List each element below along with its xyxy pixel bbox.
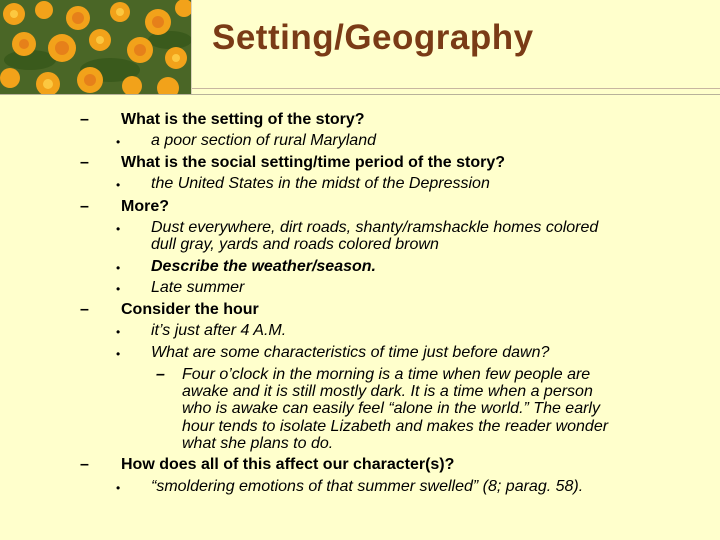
answer-dawn-line-2: awake and it is still mostly dark. It is a time when a person bbox=[182, 383, 593, 400]
dash-marker: – bbox=[80, 301, 89, 318]
answer-dust-line-1: Dust everywhere, dirt roads, shanty/ramshackle homes colored bbox=[151, 219, 599, 236]
question-consider-hour: Consider the hour bbox=[121, 301, 259, 318]
dash-marker: – bbox=[80, 198, 89, 215]
bullet-marker: • bbox=[116, 481, 121, 495]
answer-social-setting: the United States in the midst of the Depression bbox=[151, 175, 490, 192]
answer-dawn-line-3: who is awake can easily feel “alone in the world.” The early bbox=[182, 400, 600, 417]
bullet-marker: • bbox=[116, 325, 121, 339]
answer-late-summer: Late summer bbox=[151, 279, 245, 296]
bullet-marker: • bbox=[116, 347, 121, 361]
dash-marker: – bbox=[80, 456, 89, 473]
bullet-marker: • bbox=[116, 261, 121, 275]
bullet-marker: • bbox=[116, 178, 121, 192]
dash-marker: – bbox=[80, 154, 89, 171]
prompt-weather-season: Describe the weather/season. bbox=[151, 258, 376, 275]
question-social-setting: What is the social setting/time period of the story? bbox=[121, 154, 506, 171]
question-affect-characters: How does all of this affect our character(s)? bbox=[121, 456, 455, 473]
answer-quote: “smoldering emotions of that summer swelled” (8; parag. 58). bbox=[151, 478, 584, 495]
dash-marker: – bbox=[80, 111, 89, 128]
answer-dawn-line-4: hour tends to isolate Lizabeth and makes the reader wonder bbox=[182, 418, 609, 435]
bullet-marker: • bbox=[116, 282, 121, 296]
prompt-before-dawn: What are some characteristics of time just before dawn? bbox=[151, 344, 550, 361]
answer-4am: it’s just after 4 A.M. bbox=[151, 322, 287, 339]
header-bottom-rule bbox=[0, 94, 720, 95]
answer-dust-line-2: dull gray, yards and roads colored brown bbox=[151, 236, 439, 253]
marigold-flowers-photo bbox=[0, 0, 192, 95]
answer-setting: a poor section of rural Maryland bbox=[151, 132, 376, 149]
title-underline bbox=[192, 88, 720, 89]
sub-dash-marker: – bbox=[156, 366, 165, 383]
question-setting: What is the setting of the story? bbox=[121, 111, 365, 128]
question-more: More? bbox=[121, 198, 169, 215]
bullet-marker: • bbox=[116, 135, 121, 149]
answer-dawn-line-1: Four o’clock in the morning is a time when few people are bbox=[182, 366, 591, 383]
slide-title: Setting/Geography bbox=[212, 18, 534, 57]
header-divider-vertical bbox=[191, 0, 192, 95]
answer-dawn-line-5: what she plans to do. bbox=[182, 435, 334, 452]
bullet-marker: • bbox=[116, 222, 121, 236]
